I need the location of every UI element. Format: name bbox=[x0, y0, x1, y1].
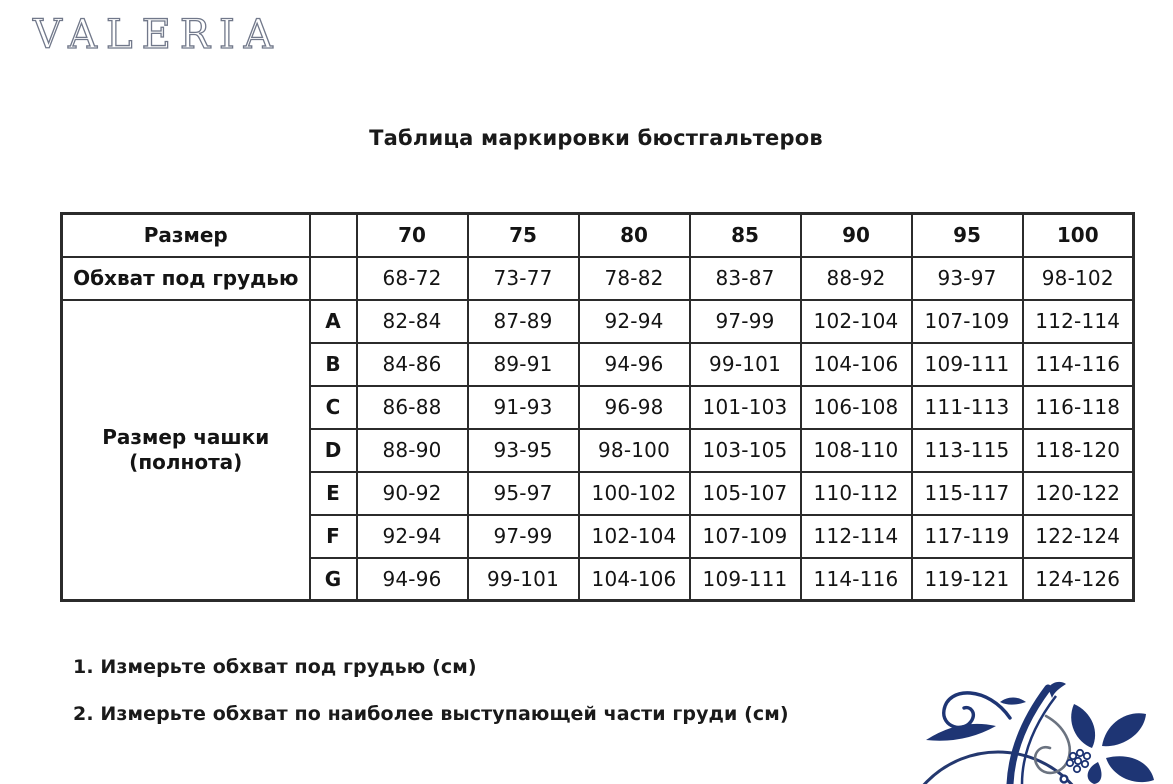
cup-range-cell: 112-114 bbox=[801, 515, 912, 558]
brand-logo: VALERIA bbox=[33, 12, 282, 58]
cup-range-cell: 103-105 bbox=[690, 429, 801, 472]
size-row-label: Размер bbox=[62, 214, 310, 257]
underbust-cell: 73-77 bbox=[468, 257, 579, 300]
underbust-cell: 78-82 bbox=[579, 257, 690, 300]
measurement-notes bbox=[73, 656, 789, 750]
cup-letter-cell: C bbox=[310, 386, 357, 429]
cup-range-cell: 118-120 bbox=[1023, 429, 1134, 472]
cup-range-cell: 92-94 bbox=[579, 300, 690, 343]
cup-range-cell: 109-111 bbox=[690, 558, 801, 601]
cup-range-cell: 111-113 bbox=[912, 386, 1023, 429]
cup-range-cell: 93-95 bbox=[468, 429, 579, 472]
underbust-cell: 88-92 bbox=[801, 257, 912, 300]
cup-range-cell: 112-114 bbox=[1023, 300, 1134, 343]
cup-range-cell: 114-116 bbox=[801, 558, 912, 601]
cup-range-cell: 99-101 bbox=[690, 343, 801, 386]
cup-range-cell: 108-110 bbox=[801, 429, 912, 472]
underbust-cell: 93-97 bbox=[912, 257, 1023, 300]
cup-size-row-label: Размер чашки (полнота) bbox=[62, 300, 310, 601]
cup-range-cell: 90-92 bbox=[357, 472, 468, 515]
cup-range-cell: 104-106 bbox=[579, 558, 690, 601]
cup-range-cell: 101-103 bbox=[690, 386, 801, 429]
cup-letter-cell: D bbox=[310, 429, 357, 472]
floral-ornament-icon bbox=[880, 660, 1173, 784]
cup-range-cell: 110-112 bbox=[801, 472, 912, 515]
cup-range-cell: 92-94 bbox=[357, 515, 468, 558]
cup-range-cell: 113-115 bbox=[912, 429, 1023, 472]
cup-letter-cell: F bbox=[310, 515, 357, 558]
cup-range-cell: 84-86 bbox=[357, 343, 468, 386]
cup-range-cell: 91-93 bbox=[468, 386, 579, 429]
cup-range-cell: 102-104 bbox=[801, 300, 912, 343]
cup-range-cell: 120-122 bbox=[1023, 472, 1134, 515]
cup-range-cell: 114-116 bbox=[1023, 343, 1134, 386]
cup-letter-cell: G bbox=[310, 558, 357, 601]
underbust-cell: 83-87 bbox=[690, 257, 801, 300]
cup-letter-cell: A bbox=[310, 300, 357, 343]
size-col-header: 90 bbox=[801, 214, 912, 257]
cup-letter-cell: E bbox=[310, 472, 357, 515]
cup-range-cell: 94-96 bbox=[357, 558, 468, 601]
cup-range-cell: 94-96 bbox=[579, 343, 690, 386]
underbust-cell: 68-72 bbox=[357, 257, 468, 300]
cup-range-cell: 95-97 bbox=[468, 472, 579, 515]
cup-range-cell: 100-102 bbox=[579, 472, 690, 515]
note-2: 2. Измерьте обхват по наиболее выступающей части груди (см) bbox=[73, 703, 789, 725]
cup-range-cell: 105-107 bbox=[690, 472, 801, 515]
size-table-body bbox=[62, 214, 1134, 601]
cup-range-cell: 86-88 bbox=[357, 386, 468, 429]
cup-range-cell: 88-90 bbox=[357, 429, 468, 472]
cup-range-cell: 96-98 bbox=[579, 386, 690, 429]
cup-range-cell: 99-101 bbox=[468, 558, 579, 601]
cup-range-cell: 122-124 bbox=[1023, 515, 1134, 558]
cup-range-cell: 119-121 bbox=[912, 558, 1023, 601]
spacer-cell bbox=[310, 257, 357, 300]
cup-range-cell: 87-89 bbox=[468, 300, 579, 343]
cup-range-cell: 107-109 bbox=[690, 515, 801, 558]
size-col-header: 70 bbox=[357, 214, 468, 257]
spacer-cell bbox=[310, 214, 357, 257]
note-1: 1. Измерьте обхват под грудью (см) bbox=[73, 656, 477, 678]
bra-size-table bbox=[60, 212, 1135, 602]
size-col-header: 100 bbox=[1023, 214, 1134, 257]
cup-range-cell: 116-118 bbox=[1023, 386, 1134, 429]
cup-range-cell: 106-108 bbox=[801, 386, 912, 429]
size-col-header: 95 bbox=[912, 214, 1023, 257]
cup-range-cell: 117-119 bbox=[912, 515, 1023, 558]
cup-range-cell: 104-106 bbox=[801, 343, 912, 386]
size-col-header: 75 bbox=[468, 214, 579, 257]
cup-letter-cell: B bbox=[310, 343, 357, 386]
cup-range-cell: 97-99 bbox=[468, 515, 579, 558]
cup-range-cell: 97-99 bbox=[690, 300, 801, 343]
cup-range-cell: 98-100 bbox=[579, 429, 690, 472]
underbust-cell: 98-102 bbox=[1023, 257, 1134, 300]
cup-range-cell: 89-91 bbox=[468, 343, 579, 386]
underbust-row-label: Обхват под грудью bbox=[62, 257, 310, 300]
size-col-header: 85 bbox=[690, 214, 801, 257]
cup-range-cell: 107-109 bbox=[912, 300, 1023, 343]
size-col-header: 80 bbox=[579, 214, 690, 257]
cup-range-cell: 124-126 bbox=[1023, 558, 1134, 601]
cup-range-cell: 82-84 bbox=[357, 300, 468, 343]
cup-range-cell: 102-104 bbox=[579, 515, 690, 558]
page-title: Таблица маркировки бюстгальтеров bbox=[369, 126, 823, 150]
cup-range-cell: 115-117 bbox=[912, 472, 1023, 515]
cup-range-cell: 109-111 bbox=[912, 343, 1023, 386]
